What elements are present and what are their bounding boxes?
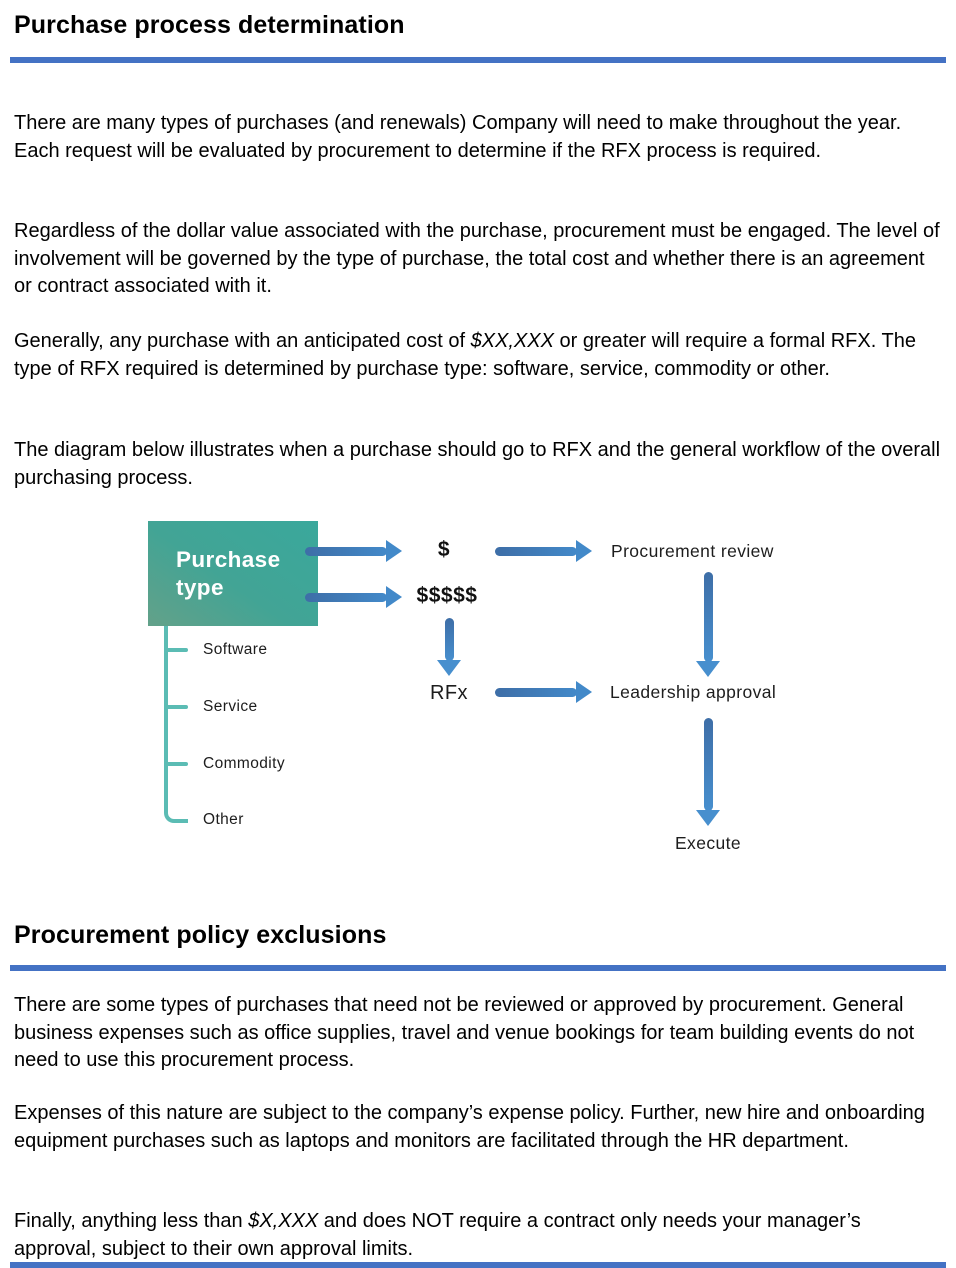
tree-branch-tick (164, 648, 188, 652)
low-cost-node: $ (437, 538, 451, 561)
arrow-head (576, 681, 592, 703)
high-cost-node: $$$$$ (416, 584, 478, 607)
paragraph-text: Generally, any purchase with an anticipated cost of (14, 330, 471, 352)
arrow-down-icon (696, 572, 720, 677)
next-section-divider-rule (10, 1262, 946, 1268)
purchase-type-software: Software (203, 641, 268, 658)
cost-placeholder: $XX,XXX (470, 330, 554, 352)
arrow-down-icon (437, 618, 461, 676)
purchase-type-box: Purchase type (148, 521, 318, 626)
paragraph-text: Finally, anything less than (14, 1210, 249, 1232)
section-divider-rule (10, 965, 946, 971)
arrow-shaft (445, 618, 454, 661)
execute-node: Execute (674, 833, 742, 853)
paragraph-purchase-types: There are many types of purchases (and renewals) Company will need to make throughout the year. Each request will be evaluated by procurement to determine if the RFX process is required. (14, 112, 902, 162)
paragraph-expense-policy: Expenses of this nature are subject to the company’s expense policy. Further, new hire and onboarding equipment purchases such as laptops and monitors are facilitated through the HR department. (14, 1102, 925, 1152)
section-divider-rule (10, 57, 946, 63)
arrow-shaft (704, 572, 713, 662)
arrow-head (437, 660, 461, 676)
arrow-shaft (305, 593, 387, 602)
tree-branch-tick (164, 762, 188, 766)
arrow-head (386, 540, 402, 562)
arrow-shaft (704, 718, 713, 811)
tree-branch-tick (164, 705, 188, 709)
arrow-head (386, 586, 402, 608)
paragraph-diagram-intro: The diagram below illustrates when a purchase should go to RFX and the general workflow of the overall purchasing process. (14, 439, 941, 489)
arrow-right-icon (495, 540, 592, 562)
cost-placeholder: $X,XXX (248, 1210, 319, 1232)
tree-trunk-line (164, 626, 168, 807)
purchase-type-commodity: Commodity (203, 755, 285, 772)
arrow-head (696, 661, 720, 677)
paragraph-manager-approval (14, 1208, 942, 1263)
purchase-type-other: Other (203, 811, 244, 828)
paragraph-exclusions: There are some types of purchases that need not be reviewed or approved by procurement. General business expenses such as office supplies, travel and venue bookings for team building events do not need to use this procurement process. (14, 994, 915, 1071)
paragraph-text: or greater will require a formal RFX. The type of RFX required is determined by purchase type: software, service, commodity or other. (14, 330, 916, 380)
section-title-purchase-process: Purchase process determination (14, 11, 405, 39)
section-title-policy-exclusions: Procurement policy exclusions (14, 921, 387, 949)
arrow-down-icon (696, 718, 720, 826)
procurement-review-node: Procurement review (611, 541, 774, 561)
paragraph-anticipated-cost (14, 328, 942, 383)
arrow-right-icon (495, 681, 592, 703)
purchase-type-service: Service (203, 698, 258, 715)
arrow-shaft (495, 688, 577, 697)
paragraph-text: and does NOT require a contract only needs your manager’s approval, subject to their own approval limits. (14, 1210, 861, 1260)
leadership-approval-node: Leadership approval (610, 682, 777, 702)
arrow-head (696, 810, 720, 826)
arrow-right-icon (305, 540, 402, 562)
paragraph-dollar-value: Regardless of the dollar value associated with the purchase, procurement must be engaged. The level of involvement will be governed by the type of purchase, the total cost and whether there is an agreement or contract associated with it. (14, 220, 940, 297)
rfx-node: RFx (430, 682, 468, 704)
arrow-shaft (305, 547, 387, 556)
arrow-shaft (495, 547, 577, 556)
purchase-workflow-diagram (0, 505, 956, 905)
tree-corner-line (164, 805, 188, 823)
arrow-head (576, 540, 592, 562)
arrow-right-icon (305, 586, 402, 608)
